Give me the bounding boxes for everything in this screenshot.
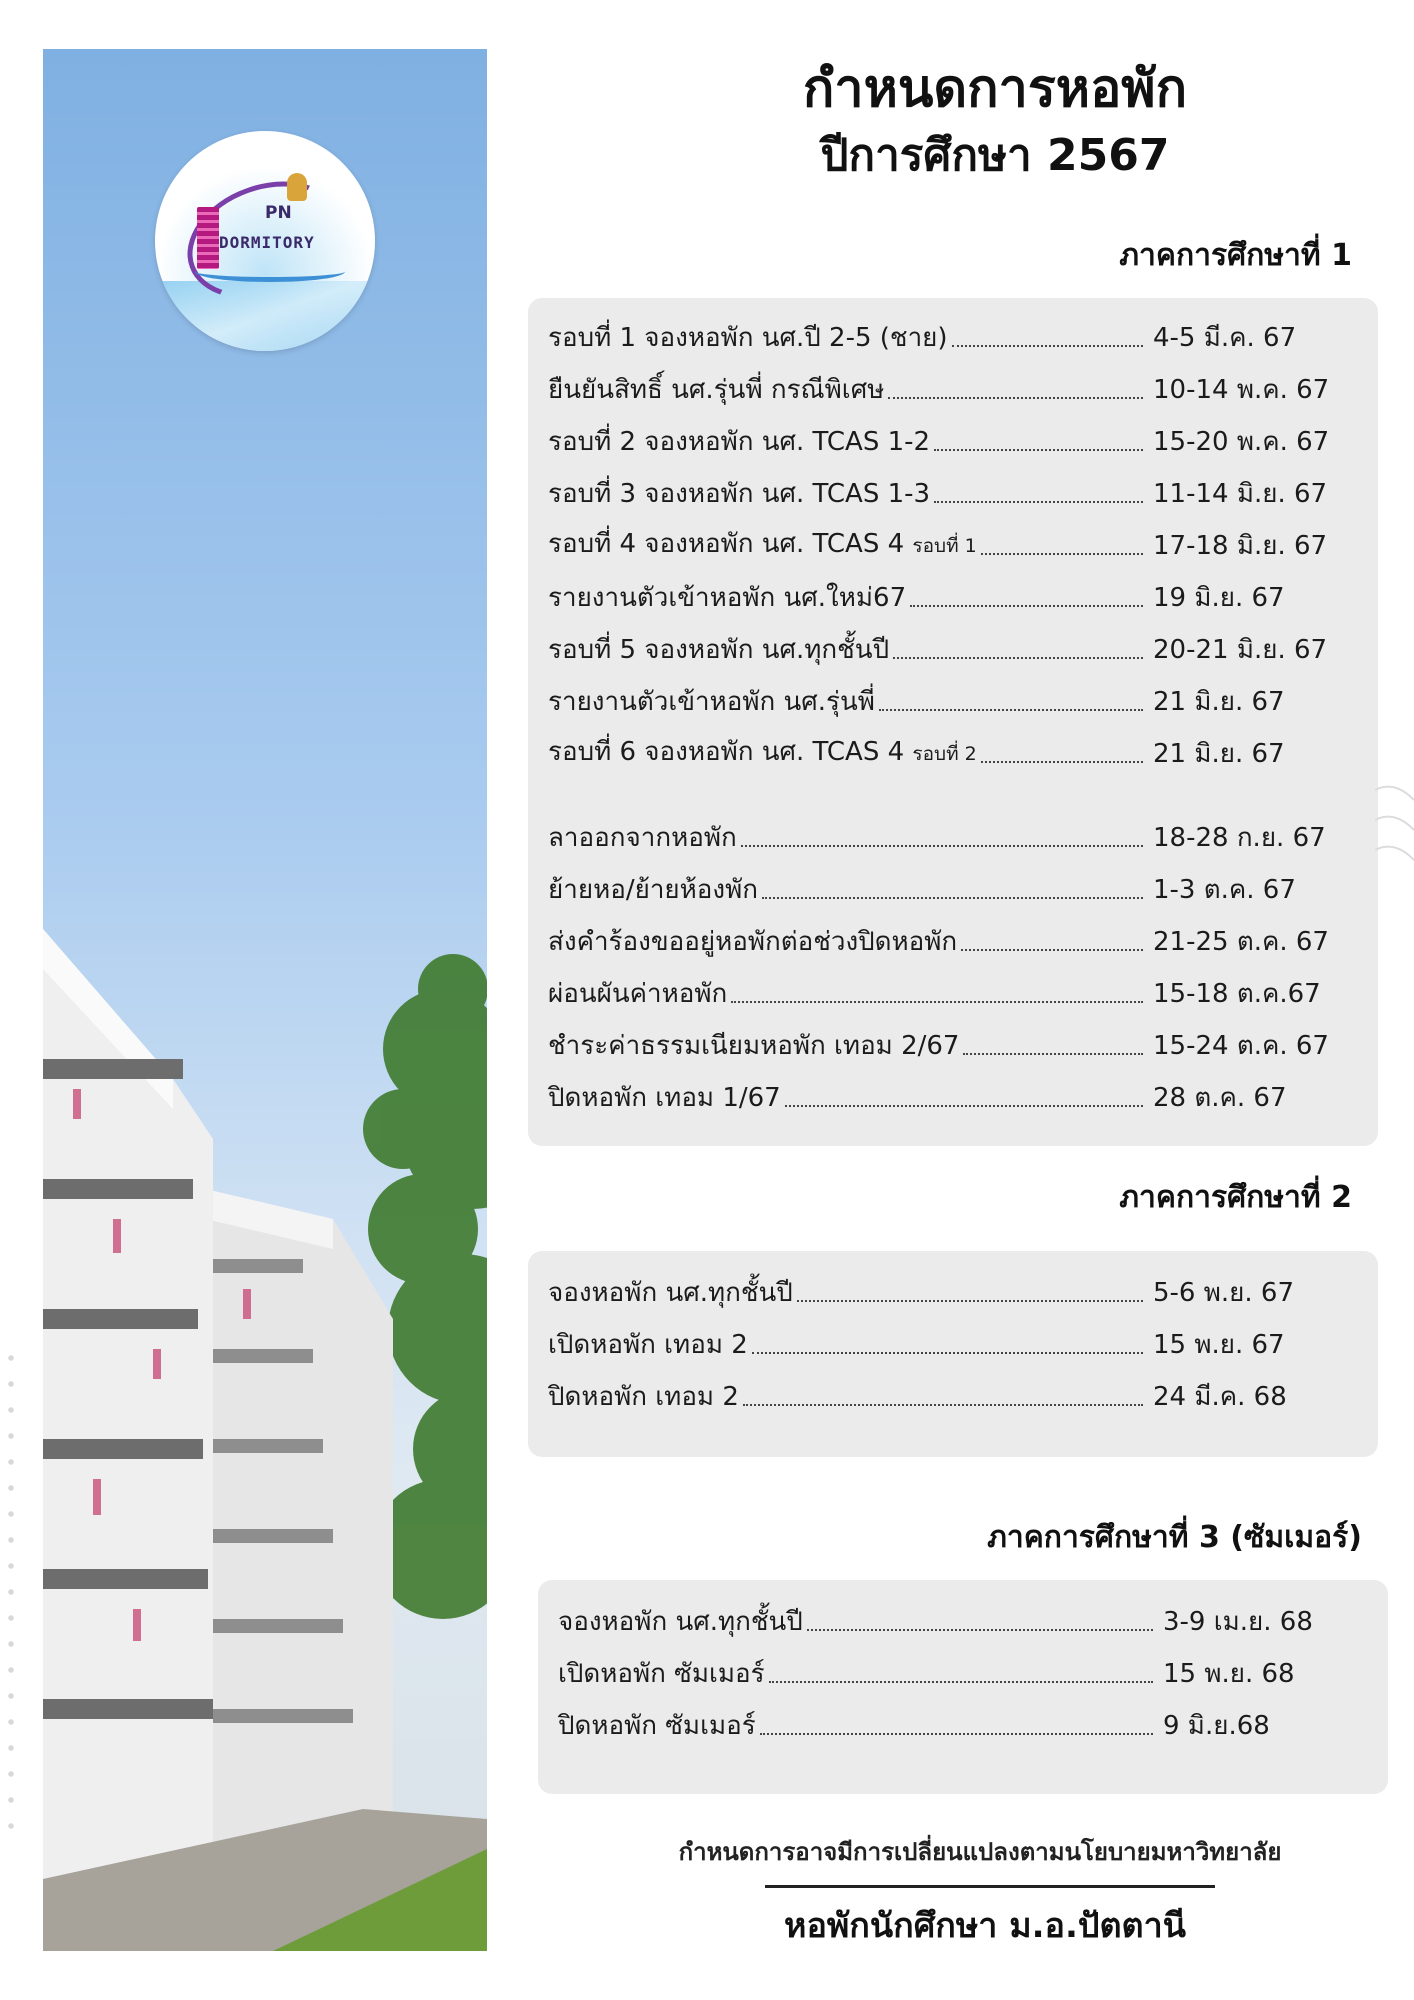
schedule-row: [548, 870, 1358, 910]
row-label: ชำระค่าธรรมเนียมหอพัก เทอม 2/67: [548, 1031, 960, 1061]
row-label: ปิดหอพัก เทอม 2: [548, 1382, 739, 1412]
semester-3-schedule: [538, 1580, 1388, 1794]
row-date: 21 มิ.ย. 67: [1153, 687, 1285, 717]
divider: [765, 1885, 1215, 1888]
row-date: 10-14 พ.ค. 67: [1153, 375, 1330, 405]
row-date: 9 มิ.ย.68: [1163, 1711, 1270, 1741]
dot-leader: [762, 897, 1143, 899]
row-date: 20-21 มิ.ย. 67: [1153, 635, 1328, 665]
schedule-row: [548, 1273, 1358, 1313]
dot-leader: [888, 397, 1143, 399]
row-date: 21-25 ต.ค. 67: [1153, 927, 1329, 957]
dot-leader: [893, 657, 1143, 659]
schedule-row: [548, 974, 1358, 1014]
dot-leader: [743, 1404, 1143, 1406]
row-label: จองหอพัก นศ.ทุกชั้นปี: [548, 1278, 793, 1308]
dot-pattern-decoration: [6, 1345, 16, 1845]
schedule-row: [548, 474, 1358, 514]
row-date: 21 มิ.ย. 67: [1153, 739, 1285, 769]
row-date: 15 พ.ย. 68: [1163, 1659, 1295, 1689]
dot-leader: [934, 449, 1143, 451]
schedule-row: [548, 318, 1358, 358]
crest-icon: [287, 173, 307, 201]
row-date: 17-18 มิ.ย. 67: [1153, 531, 1328, 561]
semester-2-schedule: [528, 1251, 1378, 1457]
row-label: ย้ายหอ/ย้ายห้องพัก: [548, 875, 758, 905]
row-date: 19 มิ.ย. 67: [1153, 583, 1285, 613]
dot-leader: [981, 553, 1143, 555]
row-date: 3-9 เม.ย. 68: [1163, 1607, 1313, 1637]
dot-leader: [760, 1733, 1153, 1735]
dormitory-photo: [43, 49, 487, 1951]
row-date: 5-6 พ.ย. 67: [1153, 1278, 1294, 1308]
round-note: รอบที่ 2: [912, 743, 977, 765]
row-label: ปิดหอพัก ซัมเมอร์: [558, 1711, 756, 1741]
dot-leader: [752, 1352, 1143, 1354]
row-date: 1-3 ต.ค. 67: [1153, 875, 1296, 905]
row-label: รอบที่ 4 จองหอพัก นศ. TCAS 4 รอบที่ 1: [548, 529, 977, 559]
schedule-row: [558, 1654, 1368, 1694]
organization-name: หอพักนักศึกษา ม.อ.ปัตตานี: [784, 1906, 1186, 1946]
schedule-row: [558, 1602, 1368, 1642]
row-label: รอบที่ 5 จองหอพัก นศ.ทุกชั้นปี: [548, 635, 890, 665]
row-date: 11-14 มิ.ย. 67: [1153, 479, 1328, 509]
row-label: ส่งคำร้องขออยู่หอพักต่อช่วงปิดหอพัก: [548, 927, 958, 957]
row-label: ผ่อนผันค่าหอพัก: [548, 979, 728, 1009]
dot-leader: [910, 605, 1143, 607]
pn-dormitory-logo: [155, 131, 375, 351]
page-title: กำหนดการหอพัก: [802, 59, 1188, 119]
schedule-row: [548, 1078, 1358, 1118]
row-label: รอบที่ 3 จองหอพัก นศ. TCAS 1-3: [548, 479, 931, 509]
dot-leader: [961, 949, 1143, 951]
row-date: 15-24 ต.ค. 67: [1153, 1031, 1329, 1061]
schedule-row: [548, 922, 1358, 962]
dot-leader: [934, 501, 1143, 503]
row-label: ลาออกจากหอพัก: [548, 823, 737, 853]
dot-leader: [797, 1300, 1143, 1302]
schedule-row: [548, 1325, 1358, 1365]
row-date: 15-20 พ.ค. 67: [1153, 427, 1330, 457]
logo-text-dormitory: DORMITORY: [219, 233, 315, 252]
dot-leader: [981, 761, 1143, 763]
row-label: รอบที่ 2 จองหอพัก นศ. TCAS 1-2: [548, 427, 931, 457]
dot-leader: [785, 1105, 1143, 1107]
row-label: เปิดหอพัก ซัมเมอร์: [558, 1659, 765, 1689]
schedule-row: [548, 578, 1358, 618]
semester-1-schedule: [528, 298, 1378, 1146]
schedule-row: [548, 734, 1358, 774]
row-date: 15 พ.ย. 67: [1153, 1330, 1285, 1360]
dot-leader: [807, 1629, 1153, 1631]
semester-3-heading: ภาคการศึกษาที่ 3 (ซัมเมอร์): [987, 1520, 1362, 1555]
dot-leader: [879, 709, 1143, 711]
semester-1-heading: ภาคการศึกษาที่ 1: [1119, 238, 1352, 273]
disclaimer-note: กำหนดการอาจมีการเปลี่ยนแปลงตามนโยบายมหาวิทยาลัย: [678, 1838, 1282, 1866]
schedule-row: [548, 1026, 1358, 1066]
page-subtitle: ปีการศึกษา 2567: [820, 130, 1170, 181]
schedule-row: [548, 630, 1358, 670]
row-date: 4-5 มี.ค. 67: [1153, 323, 1297, 353]
dot-leader: [731, 1001, 1143, 1003]
schedule-row: [548, 422, 1358, 462]
semester-2-heading: ภาคการศึกษาที่ 2: [1119, 1180, 1352, 1215]
logo-text-pn: PN: [265, 203, 292, 223]
row-date: 24 มี.ค. 68: [1153, 1382, 1287, 1412]
round-note: รอบที่ 1: [912, 535, 977, 557]
dot-leader: [741, 845, 1143, 847]
row-label: จองหอพัก นศ.ทุกชั้นปี: [558, 1607, 803, 1637]
row-label: รอบที่ 1 จองหอพัก นศ.ปี 2-5 (ชาย): [548, 323, 948, 353]
dot-leader: [963, 1053, 1143, 1055]
schedule-row: [548, 1377, 1358, 1417]
row-label: รายงานตัวเข้าหอพัก นศ.รุ่นพี่: [548, 687, 875, 717]
row-label: ปิดหอพัก เทอม 1/67: [548, 1083, 781, 1113]
row-date: 15-18 ต.ค.67: [1153, 979, 1321, 1009]
schedule-row: [558, 1706, 1368, 1746]
row-label: รายงานตัวเข้าหอพัก นศ.ใหม่67: [548, 583, 907, 613]
row-label: เปิดหอพัก เทอม 2: [548, 1330, 748, 1360]
row-date: 18-28 ก.ย. 67: [1153, 823, 1326, 853]
schedule-row: [548, 818, 1358, 858]
schedule-row: [548, 526, 1358, 566]
schedule-row: [548, 370, 1358, 410]
dot-leader: [952, 345, 1143, 347]
wave-line-decoration: [1375, 780, 1414, 890]
row-label: รอบที่ 6 จองหอพัก นศ. TCAS 4 รอบที่ 2: [548, 737, 977, 767]
row-date: 28 ต.ค. 67: [1153, 1083, 1287, 1113]
dot-leader: [769, 1681, 1153, 1683]
row-label: ยืนยันสิทธิ์ นศ.รุ่นพี่ กรณีพิเศษ: [548, 375, 885, 405]
schedule-row: [548, 682, 1358, 722]
